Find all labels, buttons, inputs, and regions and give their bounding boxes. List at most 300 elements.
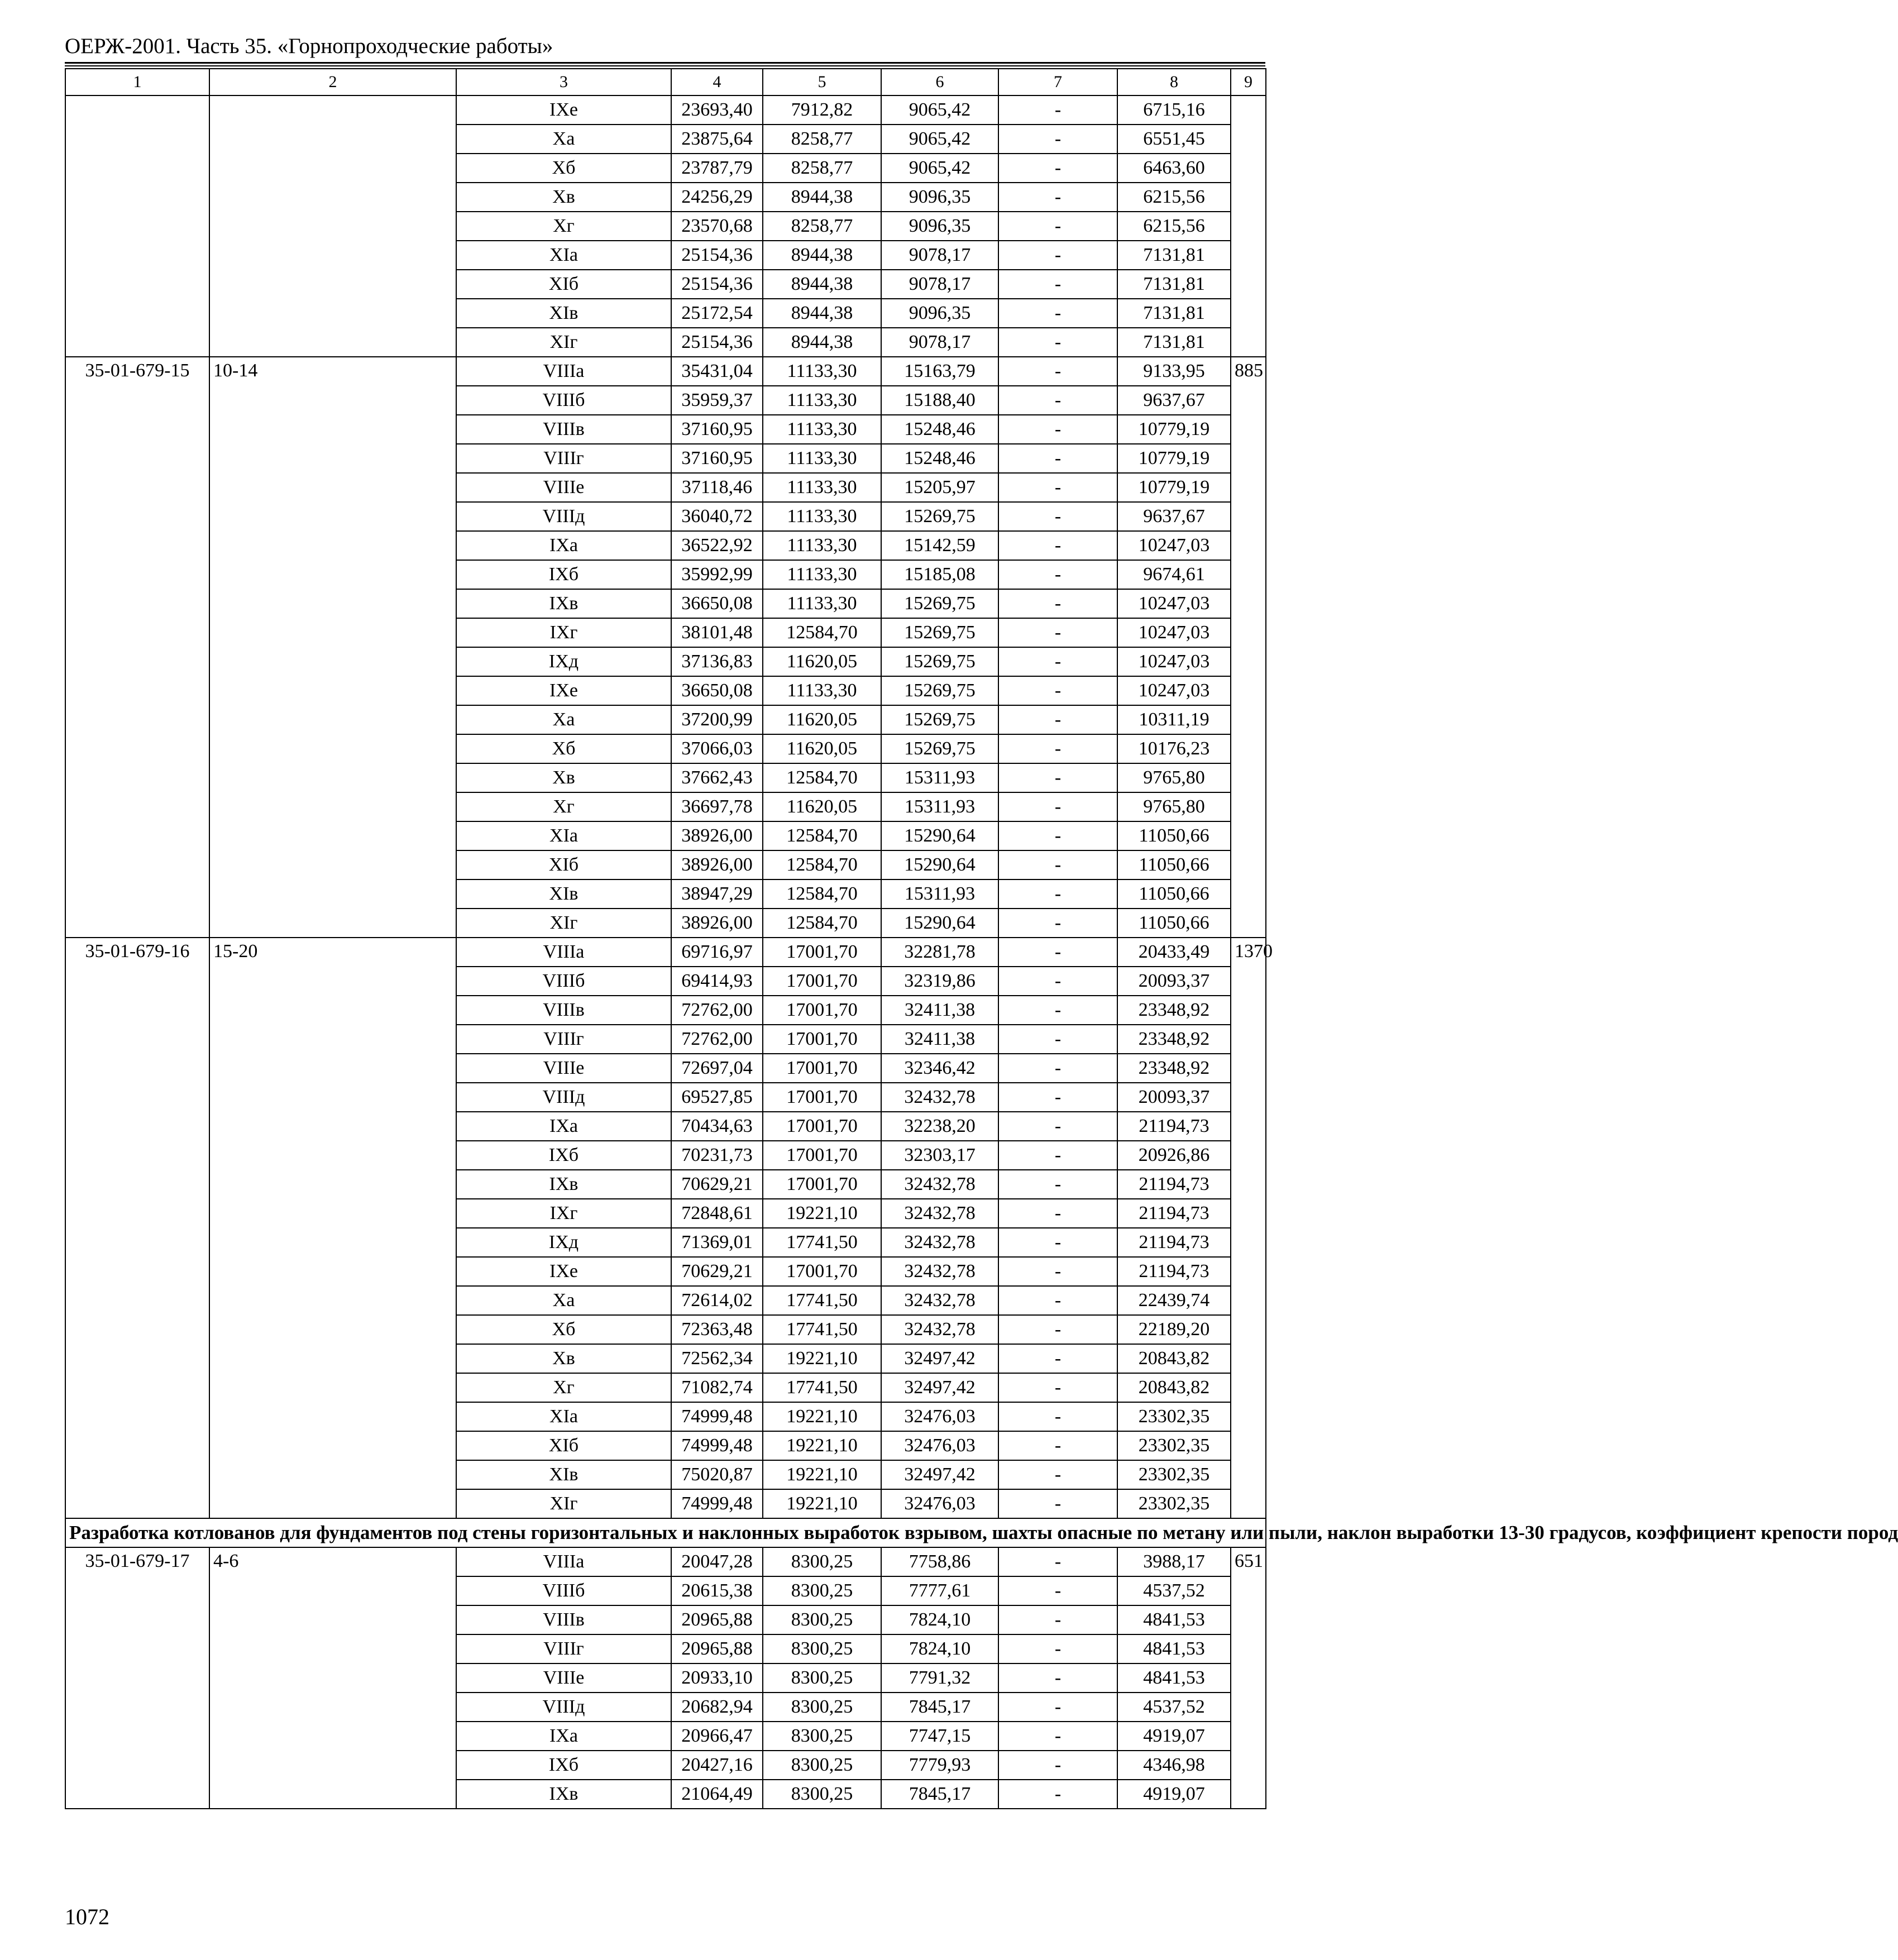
materials-cost-cell: 20843,82 (1117, 1344, 1231, 1373)
wages-cell: 17001,70 (763, 967, 881, 996)
rock-category-cell: VIIIe (456, 1663, 671, 1693)
materials-cost-cell: 20843,82 (1117, 1373, 1231, 1402)
rock-category-cell: IXд (456, 1228, 671, 1257)
total-cost-cell: 25172,54 (671, 299, 763, 328)
total-cost-cell: 72697,04 (671, 1054, 763, 1083)
materials-cost-cell: 20433,49 (1117, 938, 1231, 967)
materials-cost-cell: 22439,74 (1117, 1286, 1231, 1315)
wages-cell: 11620,05 (763, 647, 881, 676)
machine-cost-cell: 9065,42 (881, 125, 998, 154)
machine-cost-cell: 7791,32 (881, 1663, 998, 1693)
wages-cell: 12584,70 (763, 909, 881, 938)
rock-category-cell: Xa (456, 1286, 671, 1315)
materials-cost-cell: 22189,20 (1117, 1315, 1231, 1344)
driver-wages-cell: - (998, 850, 1117, 879)
driver-wages-cell: - (998, 1344, 1117, 1373)
rock-category-cell: Xв (456, 763, 671, 792)
column-number: 5 (763, 69, 881, 95)
wages-cell: 17001,70 (763, 1083, 881, 1112)
materials-cost-cell: 11050,66 (1117, 879, 1231, 909)
rock-category-cell: VIIIб (456, 386, 671, 415)
total-cost-cell: 36650,08 (671, 676, 763, 705)
driver-wages-cell: - (998, 1634, 1117, 1663)
driver-wages-cell: - (998, 792, 1117, 821)
rock-category-cell: IXa (456, 531, 671, 560)
wages-cell: 19221,10 (763, 1489, 881, 1518)
wages-cell: 8300,25 (763, 1693, 881, 1722)
driver-wages-cell: - (998, 1083, 1117, 1112)
rock-category-cell: VIIIe (456, 1054, 671, 1083)
rock-category-cell: XIб (456, 1431, 671, 1460)
driver-wages-cell: - (998, 95, 1117, 125)
table-row (65, 95, 1266, 125)
rate-code-cell: 35-01-679-17 (65, 1547, 209, 1809)
rates-table (65, 68, 1898, 1809)
hardness-range-cell: 10-14 (209, 357, 456, 938)
wages-cell: 12584,70 (763, 618, 881, 647)
materials-cost-cell: 20926,86 (1117, 1141, 1231, 1170)
rock-category-cell: IXв (456, 1170, 671, 1199)
rock-category-cell: IXв (456, 1780, 671, 1809)
machine-cost-cell: 9065,42 (881, 95, 998, 125)
machine-cost-cell: 15188,40 (881, 386, 998, 415)
wages-cell: 11133,30 (763, 531, 881, 560)
wages-cell: 17001,70 (763, 996, 881, 1025)
wages-cell: 19221,10 (763, 1199, 881, 1228)
materials-cost-cell: 11050,66 (1117, 821, 1231, 850)
materials-cost-cell: 23302,35 (1117, 1402, 1231, 1431)
wages-cell: 12584,70 (763, 850, 881, 879)
total-cost-cell: 24256,29 (671, 183, 763, 212)
rock-category-cell: VIIIд (456, 1693, 671, 1722)
total-cost-cell: 75020,87 (671, 1460, 763, 1489)
total-cost-cell: 20047,28 (671, 1547, 763, 1576)
column-number: 1 (65, 69, 209, 95)
driver-wages-cell: - (998, 299, 1117, 328)
rate-code-cell: 35-01-679-16 (65, 938, 209, 1518)
rock-category-cell: VIIIe (456, 473, 671, 502)
rock-category-cell: Xб (456, 734, 671, 763)
rate-code-cell: 35-01-679-15 (65, 357, 209, 938)
driver-wages-cell: - (998, 734, 1117, 763)
materials-cost-cell: 7131,81 (1117, 299, 1231, 328)
machine-cost-cell: 9078,17 (881, 241, 998, 270)
rock-category-cell: VIIIв (456, 415, 671, 444)
total-cost-cell: 74999,48 (671, 1402, 763, 1431)
total-cost-cell: 20965,88 (671, 1605, 763, 1634)
total-cost-cell: 70231,73 (671, 1141, 763, 1170)
total-cost-cell: 37160,95 (671, 444, 763, 473)
materials-cost-cell: 10779,19 (1117, 473, 1231, 502)
wages-cell: 8300,25 (763, 1547, 881, 1576)
total-cost-cell: 37136,83 (671, 647, 763, 676)
rock-category-cell: IXв (456, 589, 671, 618)
machine-cost-cell: 15269,75 (881, 705, 998, 734)
rock-category-cell: VIIIб (456, 1576, 671, 1605)
driver-wages-cell: - (998, 328, 1117, 357)
machine-cost-cell: 15269,75 (881, 734, 998, 763)
column-number: 2 (209, 69, 456, 95)
total-cost-cell: 21064,49 (671, 1780, 763, 1809)
driver-wages-cell: - (998, 647, 1117, 676)
driver-wages-cell: - (998, 241, 1117, 270)
wages-cell: 11133,30 (763, 560, 881, 589)
header-rule (65, 62, 1265, 64)
machine-cost-cell: 9065,42 (881, 154, 998, 183)
total-cost-cell: 70629,21 (671, 1257, 763, 1286)
table-row (65, 357, 1266, 386)
machine-cost-cell: 32432,78 (881, 1286, 998, 1315)
wages-cell: 11133,30 (763, 386, 881, 415)
driver-wages-cell: - (998, 705, 1117, 734)
wages-cell: 11133,30 (763, 415, 881, 444)
machine-cost-cell: 15205,97 (881, 473, 998, 502)
driver-wages-cell: - (998, 1605, 1117, 1634)
wages-cell: 8258,77 (763, 154, 881, 183)
materials-cost-cell: 4537,52 (1117, 1576, 1231, 1605)
materials-cost-cell: 21194,73 (1117, 1170, 1231, 1199)
materials-cost-cell: 3988,17 (1117, 1547, 1231, 1576)
total-cost-cell: 69716,97 (671, 938, 763, 967)
total-cost-cell: 25154,36 (671, 241, 763, 270)
total-cost-cell: 74999,48 (671, 1431, 763, 1460)
page-header: ОЕРЖ-2001. Часть 35. «Горнопроходческие работы» (65, 34, 553, 58)
wages-cell: 11133,30 (763, 589, 881, 618)
materials-cost-cell: 23302,35 (1117, 1431, 1231, 1460)
wages-cell: 17001,70 (763, 1112, 881, 1141)
machine-cost-cell: 32476,03 (881, 1431, 998, 1460)
machine-cost-cell: 32238,20 (881, 1112, 998, 1141)
total-cost-cell: 20966,47 (671, 1722, 763, 1751)
total-cost-cell: 38101,48 (671, 618, 763, 647)
materials-cost-cell: 11050,66 (1117, 909, 1231, 938)
materials-cost-cell: 23348,92 (1117, 1054, 1231, 1083)
driver-wages-cell: - (998, 1025, 1117, 1054)
driver-wages-cell: - (998, 1693, 1117, 1722)
driver-wages-cell: - (998, 1054, 1117, 1083)
rock-category-cell: IXa (456, 1722, 671, 1751)
machine-cost-cell: 32476,03 (881, 1402, 998, 1431)
section-heading: Разработка котлованов для фундаментов под стены горизонтальных и наклонных выработок взрывом, шахты опасные по метану или пыли, наклон выработки 13-30 градусов, коэффициент крепости пород (65, 1518, 1266, 1547)
wages-cell: 8300,25 (763, 1576, 881, 1605)
driver-wages-cell: - (998, 531, 1117, 560)
wages-cell: 11620,05 (763, 705, 881, 734)
rock-category-cell: Xг (456, 212, 671, 241)
rates-table-body (65, 69, 1898, 1809)
section-heading-row (65, 1518, 1266, 1547)
machine-cost-cell: 15185,08 (881, 560, 998, 589)
total-cost-cell: 36040,72 (671, 502, 763, 531)
total-cost-cell: 35431,04 (671, 357, 763, 386)
wages-cell: 17741,50 (763, 1373, 881, 1402)
total-cost-cell: 37160,95 (671, 415, 763, 444)
rock-category-cell: Xa (456, 125, 671, 154)
machine-cost-cell: 7758,86 (881, 1547, 998, 1576)
rock-category-cell: Xг (456, 792, 671, 821)
wages-cell: 8300,25 (763, 1634, 881, 1663)
driver-wages-cell: - (998, 1373, 1117, 1402)
driver-wages-cell: - (998, 183, 1117, 212)
materials-cost-cell: 9674,61 (1117, 560, 1231, 589)
materials-cost-cell: 6551,45 (1117, 125, 1231, 154)
rock-category-cell: XIг (456, 909, 671, 938)
total-cost-cell: 72562,34 (671, 1344, 763, 1373)
driver-wages-cell: - (998, 938, 1117, 967)
wages-cell: 8300,25 (763, 1722, 881, 1751)
rock-category-cell: VIIIa (456, 1547, 671, 1576)
materials-cost-cell: 9133,95 (1117, 357, 1231, 386)
rock-category-cell: IXг (456, 618, 671, 647)
materials-cost-cell: 20093,37 (1117, 1083, 1231, 1112)
driver-wages-cell: - (998, 212, 1117, 241)
wages-cell: 7912,82 (763, 95, 881, 125)
machine-cost-cell: 15269,75 (881, 647, 998, 676)
rock-category-cell: VIIIa (456, 357, 671, 386)
machine-cost-cell: 9078,17 (881, 328, 998, 357)
rock-category-cell: XIв (456, 299, 671, 328)
materials-cost-cell: 21194,73 (1117, 1257, 1231, 1286)
total-cost-cell: 38926,00 (671, 821, 763, 850)
wages-cell: 19221,10 (763, 1344, 881, 1373)
driver-wages-cell: - (998, 618, 1117, 647)
rock-category-cell: Xв (456, 183, 671, 212)
total-cost-cell: 37066,03 (671, 734, 763, 763)
total-cost-cell: 70434,63 (671, 1112, 763, 1141)
driver-wages-cell: - (998, 879, 1117, 909)
total-cost-cell: 20965,88 (671, 1634, 763, 1663)
materials-cost-cell: 6463,60 (1117, 154, 1231, 183)
table-row (65, 1547, 1266, 1576)
materials-cost-cell: 20093,37 (1117, 967, 1231, 996)
materials-cost-cell: 23348,92 (1117, 996, 1231, 1025)
column-number: 3 (456, 69, 671, 95)
machine-cost-cell: 15290,64 (881, 909, 998, 938)
materials-cost-cell: 10247,03 (1117, 531, 1231, 560)
total-cost-cell: 23693,40 (671, 95, 763, 125)
driver-wages-cell: - (998, 821, 1117, 850)
total-cost-cell: 71369,01 (671, 1228, 763, 1257)
wages-cell: 11133,30 (763, 444, 881, 473)
driver-wages-cell: - (998, 1576, 1117, 1605)
rock-category-cell: VIIIб (456, 967, 671, 996)
wages-cell: 8944,38 (763, 183, 881, 212)
total-cost-cell: 72762,00 (671, 996, 763, 1025)
total-cost-cell: 69527,85 (671, 1083, 763, 1112)
machine-cost-cell: 7845,17 (881, 1693, 998, 1722)
total-cost-cell: 36522,92 (671, 531, 763, 560)
wages-cell: 19221,10 (763, 1402, 881, 1431)
materials-cost-cell: 10176,23 (1117, 734, 1231, 763)
machine-cost-cell: 32411,38 (881, 1025, 998, 1054)
wages-cell: 8944,38 (763, 299, 881, 328)
machine-cost-cell: 32281,78 (881, 938, 998, 967)
total-cost-cell: 38926,00 (671, 909, 763, 938)
wages-cell: 19221,10 (763, 1431, 881, 1460)
materials-cost-cell: 23302,35 (1117, 1489, 1231, 1518)
total-cost-cell: 36697,78 (671, 792, 763, 821)
wages-cell: 8944,38 (763, 270, 881, 299)
wages-cell: 19221,10 (763, 1460, 881, 1489)
rock-category-cell: XIa (456, 241, 671, 270)
column-number: 7 (998, 69, 1117, 95)
machine-cost-cell: 32319,86 (881, 967, 998, 996)
machine-cost-cell: 7747,15 (881, 1722, 998, 1751)
driver-wages-cell: - (998, 386, 1117, 415)
driver-wages-cell: - (998, 996, 1117, 1025)
rock-category-cell: IXe (456, 1257, 671, 1286)
machine-cost-cell: 15269,75 (881, 676, 998, 705)
rock-category-cell: VIIIг (456, 1634, 671, 1663)
rock-category-cell: IXб (456, 560, 671, 589)
wages-cell: 17001,70 (763, 938, 881, 967)
materials-cost-cell: 4919,07 (1117, 1780, 1231, 1809)
total-cost-cell: 35992,99 (671, 560, 763, 589)
machine-cost-cell: 32303,17 (881, 1141, 998, 1170)
rock-category-cell: IXa (456, 1112, 671, 1141)
machine-cost-cell: 9096,35 (881, 183, 998, 212)
machine-cost-cell: 9078,17 (881, 270, 998, 299)
total-cost-cell: 38947,29 (671, 879, 763, 909)
driver-wages-cell: - (998, 1228, 1117, 1257)
total-cost-cell: 20682,94 (671, 1693, 763, 1722)
rock-category-cell: VIIIв (456, 1605, 671, 1634)
total-cost-cell: 72614,02 (671, 1286, 763, 1315)
rock-category-cell: Xб (456, 154, 671, 183)
rock-category-cell: XIв (456, 1460, 671, 1489)
rock-category-cell: VIIIд (456, 502, 671, 531)
total-cost-cell: 35959,37 (671, 386, 763, 415)
column-number: 9 (1231, 69, 1266, 95)
rock-category-cell: IXг (456, 1199, 671, 1228)
rock-category-cell: IXe (456, 95, 671, 125)
machine-cost-cell: 7824,10 (881, 1634, 998, 1663)
machine-cost-cell: 7824,10 (881, 1605, 998, 1634)
materials-cost-cell: 21194,73 (1117, 1199, 1231, 1228)
driver-wages-cell: - (998, 909, 1117, 938)
materials-cost-cell: 9637,67 (1117, 386, 1231, 415)
materials-cost-cell: 4537,52 (1117, 1693, 1231, 1722)
wages-cell: 11133,30 (763, 502, 881, 531)
materials-cost-cell: 10247,03 (1117, 589, 1231, 618)
driver-wages-cell: - (998, 1780, 1117, 1809)
total-cost-cell: 23875,64 (671, 125, 763, 154)
total-cost-cell: 36650,08 (671, 589, 763, 618)
driver-wages-cell: - (998, 676, 1117, 705)
materials-cost-cell: 7131,81 (1117, 241, 1231, 270)
total-cost-cell: 20933,10 (671, 1663, 763, 1693)
machine-cost-cell: 9096,35 (881, 299, 998, 328)
page-number: 1072 (65, 1904, 109, 1929)
machine-cost-cell: 32432,78 (881, 1083, 998, 1112)
machine-cost-cell: 15269,75 (881, 618, 998, 647)
rock-category-cell: Xв (456, 1344, 671, 1373)
materials-cost-cell: 10311,19 (1117, 705, 1231, 734)
materials-cost-cell: 7131,81 (1117, 270, 1231, 299)
driver-wages-cell: - (998, 1431, 1117, 1460)
machine-cost-cell: 32432,78 (881, 1315, 998, 1344)
driver-wages-cell: - (998, 1751, 1117, 1780)
rock-category-cell: XIa (456, 821, 671, 850)
rock-category-cell: VIIIг (456, 444, 671, 473)
rock-category-cell: Xб (456, 1315, 671, 1344)
labor-cost-cell: 651 (1231, 1547, 1266, 1809)
column-number-row (65, 69, 1266, 95)
rock-category-cell: VIIIг (456, 1025, 671, 1054)
rock-category-cell: XIa (456, 1402, 671, 1431)
materials-cost-cell: 23302,35 (1117, 1460, 1231, 1489)
materials-cost-cell: 4841,53 (1117, 1634, 1231, 1663)
wages-cell: 8258,77 (763, 125, 881, 154)
column-number: 6 (881, 69, 998, 95)
total-cost-cell: 37118,46 (671, 473, 763, 502)
rock-category-cell: XIб (456, 270, 671, 299)
machine-cost-cell: 15163,79 (881, 357, 998, 386)
rock-category-cell: IXe (456, 676, 671, 705)
wages-cell: 17001,70 (763, 1054, 881, 1083)
wages-cell: 17741,50 (763, 1315, 881, 1344)
total-cost-cell: 72363,48 (671, 1315, 763, 1344)
rock-category-cell: Xг (456, 1373, 671, 1402)
machine-cost-cell: 9096,35 (881, 212, 998, 241)
machine-cost-cell: 32476,03 (881, 1489, 998, 1518)
total-cost-cell: 25154,36 (671, 270, 763, 299)
wages-cell: 8258,77 (763, 212, 881, 241)
rock-category-cell: XIг (456, 328, 671, 357)
labor-cost-cell: 1370 (1231, 938, 1266, 1518)
total-cost-cell: 23570,68 (671, 212, 763, 241)
driver-wages-cell: - (998, 1112, 1117, 1141)
driver-wages-cell: - (998, 1547, 1117, 1576)
machine-cost-cell: 15269,75 (881, 589, 998, 618)
wages-cell: 8300,25 (763, 1605, 881, 1634)
wages-cell: 8300,25 (763, 1663, 881, 1693)
hardness-range-cell (209, 95, 456, 357)
machine-cost-cell: 32432,78 (881, 1228, 998, 1257)
driver-wages-cell: - (998, 1460, 1117, 1489)
driver-wages-cell: - (998, 1402, 1117, 1431)
total-cost-cell: 72762,00 (671, 1025, 763, 1054)
hardness-range-cell: 4-6 (209, 1547, 456, 1809)
rock-category-cell: Xa (456, 705, 671, 734)
rock-category-cell: XIб (456, 850, 671, 879)
materials-cost-cell: 10779,19 (1117, 444, 1231, 473)
rock-category-cell: XIг (456, 1489, 671, 1518)
materials-cost-cell: 21194,73 (1117, 1228, 1231, 1257)
driver-wages-cell: - (998, 444, 1117, 473)
driver-wages-cell: - (998, 967, 1117, 996)
total-cost-cell: 25154,36 (671, 328, 763, 357)
driver-wages-cell: - (998, 357, 1117, 386)
machine-cost-cell: 15311,93 (881, 792, 998, 821)
rock-category-cell: XIв (456, 879, 671, 909)
rock-category-cell: VIIIa (456, 938, 671, 967)
column-number: 8 (1117, 69, 1231, 95)
materials-cost-cell: 21194,73 (1117, 1112, 1231, 1141)
total-cost-cell: 69414,93 (671, 967, 763, 996)
total-cost-cell: 72848,61 (671, 1199, 763, 1228)
wages-cell: 8300,25 (763, 1751, 881, 1780)
total-cost-cell: 37200,99 (671, 705, 763, 734)
materials-cost-cell: 10779,19 (1117, 415, 1231, 444)
machine-cost-cell: 32497,42 (881, 1344, 998, 1373)
wages-cell: 11620,05 (763, 792, 881, 821)
wages-cell: 11620,05 (763, 734, 881, 763)
driver-wages-cell: - (998, 560, 1117, 589)
machine-cost-cell: 7777,61 (881, 1576, 998, 1605)
machine-cost-cell: 15311,93 (881, 879, 998, 909)
materials-cost-cell: 10247,03 (1117, 676, 1231, 705)
materials-cost-cell: 10247,03 (1117, 618, 1231, 647)
